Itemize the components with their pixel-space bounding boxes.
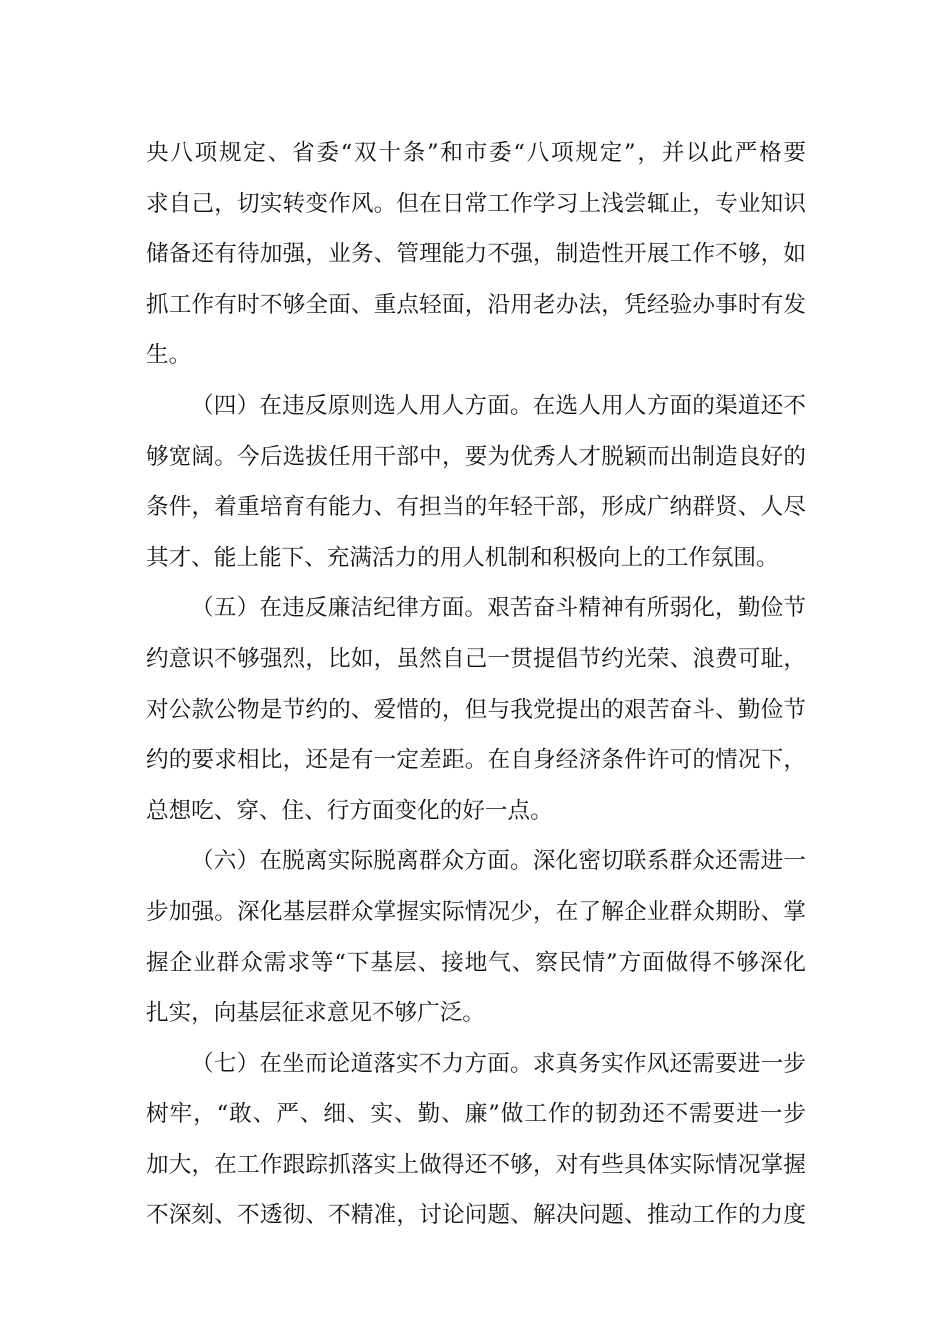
text-line: （七）在坐而论道落实不力方面。求真务实作风还需要进一步 [191, 1050, 806, 1077]
paragraph-section-5 [146, 583, 806, 836]
paragraph-section-4 [146, 381, 806, 583]
text-line: 央八项规定、省委“双十条”和市委“八项规定”，并以此严格要 [146, 140, 806, 166]
text-line: 握企业群众需求等“下基层、接地气、察民情”方面做得不够深化 [146, 949, 806, 976]
paragraph-section-7 [146, 1039, 806, 1241]
text-line: 扎实，向基层征求意见不够广泛。 [146, 1000, 485, 1027]
text-line: 求自己，切实转变作风。但在日常工作学习上浅尝辄止，专业知识 [146, 190, 806, 217]
text-line: 不深刻、不透彻、不精准，讨论问题、解决问题、推动工作的力度 [146, 1202, 806, 1229]
paragraph-continued [146, 128, 806, 381]
text-line: 对公款公物是节约的、爱惜的，但与我党提出的艰苦奋斗、勤俭节 [146, 696, 806, 723]
text-line: 约意识不够强烈，比如，虽然自己一贯提倡节约光荣、浪费可耻， [146, 645, 806, 672]
text-line: （四）在违反原则选人用人方面。在选人用人方面的渠道还不 [191, 392, 806, 419]
text-line: 约的要求相比，还是有一定差距。在自身经济条件许可的情况下， [146, 747, 806, 774]
paragraph-section-6 [146, 836, 806, 1038]
text-line: 生。 [146, 342, 192, 369]
text-line: 储备还有待加强，业务、管理能力不强，制造性开展工作不够，如 [146, 241, 806, 268]
text-line: 加大，在工作跟踪抓落实上做得还不够，对有些具体实际情况掌握 [146, 1151, 806, 1178]
text-line: （六）在脱离实际脱离群众方面。深化密切联系群众还需进一 [191, 848, 806, 875]
document-body [146, 128, 806, 1241]
text-line: 步加强。深化基层群众掌握实际情况少，在了解企业群众期盼、掌 [146, 898, 806, 925]
text-line: 树牢，“敢、严、细、实、勤、廉”做工作的韧劲还不需要进一步 [146, 1101, 806, 1128]
text-line: 条件，着重培育有能力、有担当的年轻干部，形成广纳群贤、人尽 [146, 494, 806, 521]
text-line: 其才、能上能下、充满活力的用人机制和积极向上的工作氛围。 [146, 544, 779, 571]
text-line: 抓工作有时不够全面、重点轻面，沿用老办法，凭经验办事时有发 [146, 291, 806, 318]
text-line: （五）在违反廉洁纪律方面。艰苦奋斗精神有所弱化，勤俭节 [191, 595, 806, 622]
text-line: 够宽阔。今后选拔任用干部中，要为优秀人才脱颖而出制造良好的 [146, 443, 806, 470]
text-line: 总想吃、穿、住、行方面变化的好一点。 [146, 797, 553, 824]
